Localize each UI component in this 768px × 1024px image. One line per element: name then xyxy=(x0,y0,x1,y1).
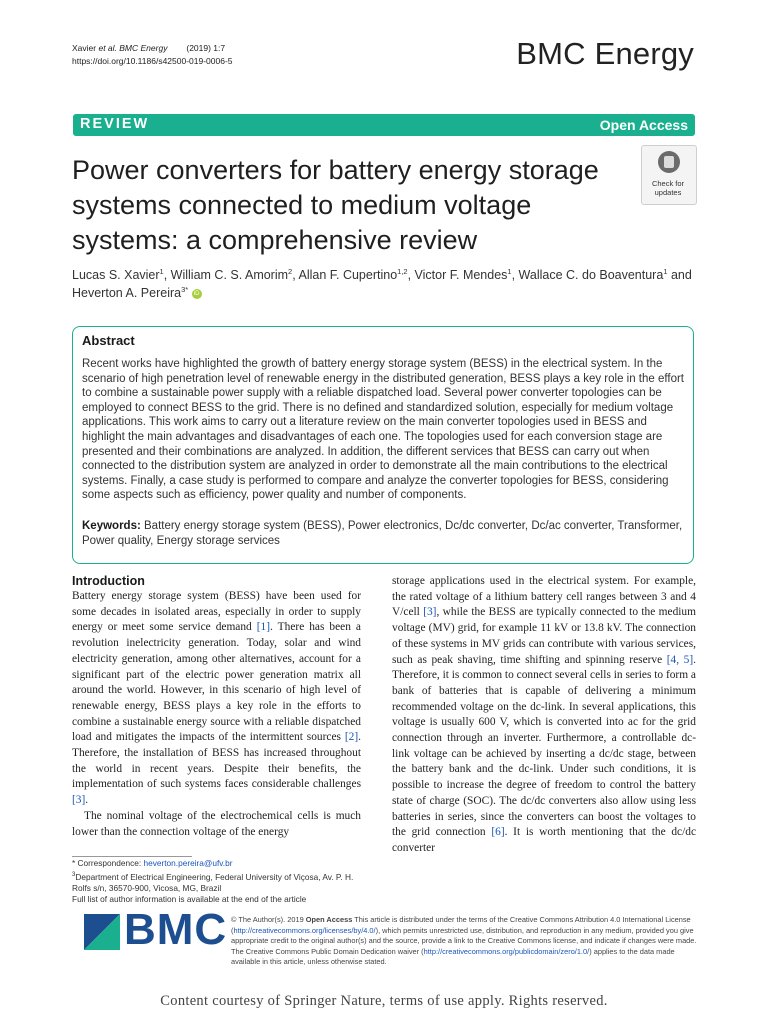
cite-journal: et al. BMC Energy xyxy=(98,43,168,53)
body-column-right: storage applications used in the electrical system. For example, the rated voltage of a lithium battery cell ranges between 3 and 4 V/cell [3], while the BESS are typically connected to the medium voltage (MV) grid, for example 11 kV or 13.8 kV. The connection of these systems in MV grids can contribute with various services, such as peak shaving, time shifting and spinning reserve [4, 5]. Therefore, it is common to connect several cells in series to form a bank of batteries that is capable of delivering a minimum recommended voltage on the dc-link. In several applications, this voltage is usually 600 V, which is converted into ac for the grid connection through an inverter. Furthermore, a controllable dc-link voltage can be achieved by inserting a dc/dc stage, between the battery bank and the dc-link. Under such conditions, it is possible to increase the degree of freedom to control the battery state of charge (SOC). The dc/dc converters also allow using less batteries in series, since the converters can boost the voltages to the grid connection [6]. It is worth mentioning that the dc/dc converter xyxy=(392,575,697,854)
author-list: Lucas S. Xavier$^1$, William C. S. Amorim$^2$, Allan F. Cupertino$^{1,2}$, Victor F. Mendes$^1$, Wallace C. do Boaventura$^1$ and Heverton A. Pereira$^{3*}$ iD xyxy=(72,266,692,300)
citation-link[interactable]: [3] xyxy=(423,606,437,619)
courtesy-notice: Content courtesy of Springer Nature, terms of use apply. Rights reserved. xyxy=(160,993,608,1009)
affiliation: Department of Electrical Engineering, Federal University of Viçosa, Av. P. H. Rolfs s/n, 36570-900, Vicosa, MG, Brazil xyxy=(72,871,354,893)
body-column-left xyxy=(72,589,361,840)
orcid-icon[interactable]: iD xyxy=(192,289,202,299)
keywords xyxy=(82,519,686,549)
citation-link[interactable]: [4, 5] xyxy=(666,653,694,666)
footnote-divider xyxy=(72,856,192,857)
abstract-heading: Abstract xyxy=(82,333,135,348)
public-domain-link[interactable]: http://creativecommons.org/publicdomain/zero/1.0/ xyxy=(423,946,590,956)
paragraph: Battery energy storage system (BESS) have been used for some decades in isolated areas, especially in order to supply energy or meet some service demand [1]. There has been a revolution inelectricity generation. Today, solar and wind electricity generation, among other alternatives, account for a significant part of the electric power generation matrix all around the world. However, in this scenario of high level of renewable energy, BESS plays a key role in the efforts to combine a sustainable energy source with a reliable dispatched load and mitigates the impacts of the intermittent sources [2]. Therefore, the installation of BESS has increased throughout the world in recent years. Despite their benefits, the implementation of such systems faces considerable challenges [3]. xyxy=(72,590,361,807)
article-title: Power converters for battery energy storage systems connected to medium voltage systems: a comprehensive review xyxy=(72,155,599,255)
license-text: © The Author(s). 2019 Open Access This article is distributed under the terms of the Creative Commons Attribution 4.0 International License (http://creativecommons.org/licenses/by/4.0/), which permits unrestricted use, distribution, and reproduction in any medium, provided you give appropriate credit to the original author(s) and the source, provide a link to the Creative Commons license, and indicate if changes were made. The Creative Commons Public Domain Dedication waiver (http://creativecommons.org/publicdomain/zero/1.0/) applies to the data made available in this article, unless otherwise stated. xyxy=(231,915,697,967)
citation-link[interactable]: [3] xyxy=(72,794,86,807)
keywords-label: Keywords: xyxy=(82,520,141,532)
section-heading-introduction: Introduction xyxy=(72,574,145,588)
author-name[interactable]: Victor F. Mendes xyxy=(414,268,508,282)
author-name[interactable]: Wallace C. do Boaventura xyxy=(518,268,664,282)
doi-link[interactable]: https://doi.org/10.1186/s42500-019-0006-5 xyxy=(72,56,233,66)
citation-header xyxy=(72,42,233,68)
bookmark-icon xyxy=(658,151,680,173)
journal-name: BMC Energy xyxy=(516,36,694,71)
bmc-logo-icon xyxy=(84,914,120,950)
bmc-logo-text: BMC xyxy=(124,905,228,954)
article-type-label: REVIEW xyxy=(80,116,150,132)
citation-link[interactable]: [6] xyxy=(491,826,505,839)
paragraph: The nominal voltage of the electrochemical cells is much lower than the connection voltage of the energy xyxy=(72,809,361,838)
abstract-text: Recent works have highlighted the growth of battery energy storage system (BESS) in the electrical system. In the scenario of high penetration level of renewable energy in the distributed generation, BESS plays a key role in the effort to combine a sustainable power supply with a reliable dispatched load. Several power converter topologies can be employed to connect BESS to the grid. There is no defined and standardized solution, especially for medium voltage applications. This work aims to carry out a literature review on the main converter topologies used in BESS and highlight the main advantages and disadvantages of each one. The topologies used for each conversion stage are presented and their combinations are analyzed. In addition, the different services that BESS can carry out when connected to the distribution system are analyzed in order to demonstrate all the main contributions to the electrical systems. Finally, a case study is performed to compare and analyze the converter topologies for BESS, considering some aspects such as efficiency, power quality and number of components. xyxy=(82,358,684,502)
author-name[interactable]: William C. S. Amorim xyxy=(170,268,289,282)
cite-authors: Xavier xyxy=(72,43,99,53)
citation-link[interactable]: [1] xyxy=(256,621,271,634)
footnote: * Correspondence: heverton.pereira@ufv.br $^3$Department of Electrical Engineering, Federal University of Viçosa, Av. P. H. Rolfs s/n, 36570-900, Vicosa, MG, Brazil Full list of author information is available at the end of the article xyxy=(72,858,362,906)
keywords-text: Battery energy storage system (BESS), Power electronics, Dc/dc converter, Dc/ac converter, Transformer, Power quality, Energy storage services xyxy=(82,520,683,547)
check-for-updates-label: Check for updates xyxy=(651,179,685,197)
correspondence-email[interactable]: heverton.pereira@ufv.br xyxy=(143,858,233,868)
citation-link[interactable]: [2] xyxy=(344,731,359,744)
author-name[interactable]: Lucas S. Xavier xyxy=(72,268,160,282)
author-info-note: Full list of author information is available at the end of the article xyxy=(72,894,307,905)
author-name[interactable]: Heverton A. Pereira xyxy=(72,286,182,300)
author-name[interactable]: Allan F. Cupertino xyxy=(298,268,398,282)
cite-year: (2019) 1:7 xyxy=(186,43,226,53)
license-link[interactable]: http://creativecommons.org/licenses/by/4.0/ xyxy=(233,925,376,935)
authors-and: and xyxy=(670,268,692,282)
open-access-label: Open Access xyxy=(599,117,688,133)
